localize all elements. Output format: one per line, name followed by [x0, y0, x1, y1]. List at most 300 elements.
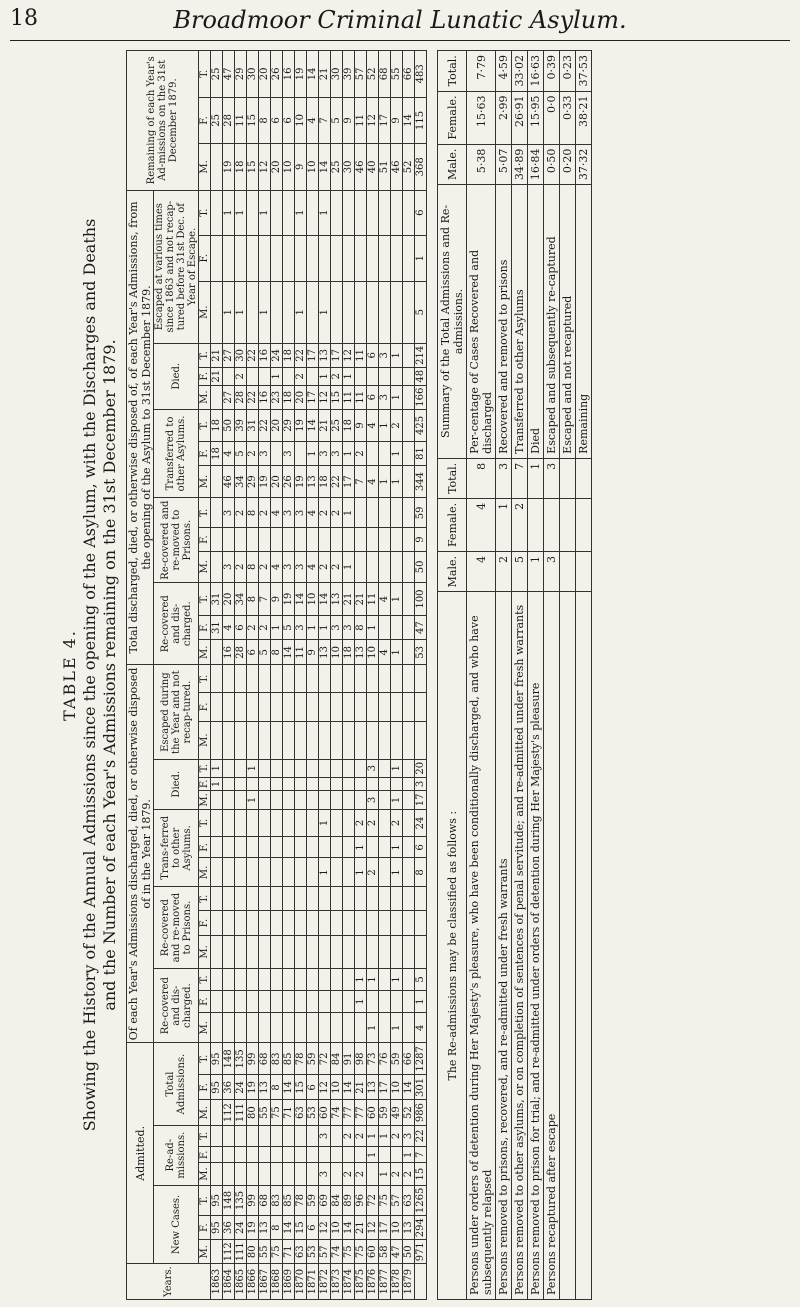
cell-y_rp-f [355, 911, 367, 935]
cell-t_es-f [247, 235, 259, 281]
cell-t_rd-f: 8 [355, 615, 367, 639]
cell-y_es-t [391, 665, 403, 693]
cell-t_di-f: 2 [295, 367, 307, 385]
cell-ta-t: 59 [391, 1043, 403, 1075]
cell-ra-t [211, 1125, 223, 1146]
cell-t_rp-m: 8 [247, 551, 259, 582]
cell-nc-m: 75 [271, 1240, 283, 1264]
cell-t_rp-m [391, 551, 403, 582]
cell-t_rp-m: 3 [283, 551, 295, 582]
cell-y_tr-f [295, 837, 307, 858]
cell-nc-t: 72 [367, 1185, 379, 1215]
cell-rem-f: 11 [355, 97, 367, 143]
cell-nc-m: 63 [295, 1240, 307, 1264]
cell-ra-m [295, 1163, 307, 1185]
cell-t_rd-t: 14 [319, 583, 331, 616]
cell-rem-f: 17 [379, 97, 391, 143]
cell-y_es-f [355, 693, 367, 721]
cell-t_rp-f [259, 528, 271, 551]
summary-cell: Escaped and not recaptured [560, 185, 576, 459]
cell-y_rd-m [271, 1013, 283, 1043]
cell-t_rd-t: 31 [211, 583, 223, 616]
cell-y_rp-f [223, 911, 235, 935]
cell-y_es-t [259, 665, 271, 693]
cell-y_rd-f [295, 990, 307, 1012]
cell-y_tr-m [235, 858, 247, 887]
cell-y_rp-f [307, 911, 319, 935]
row-year: 1875 [355, 1264, 367, 1300]
col-y_di-t: T. [199, 759, 211, 777]
cell-y_tr-t [211, 809, 223, 837]
cell-y_rd-f [343, 990, 355, 1012]
cell-y_tr-f [343, 837, 355, 858]
cell-rem-m: 10 [307, 144, 319, 190]
cell-t_rd-t: 10 [307, 583, 319, 616]
cell-t_tr-t: 31 [247, 409, 259, 441]
cell-y_rd-m [247, 1013, 259, 1043]
table-row [235, 51, 247, 1300]
cell-y_tr-m [247, 858, 259, 887]
cell-nc-t: 63 [403, 1185, 415, 1215]
mft-header-row [199, 51, 211, 1300]
cell-y_rd-f [307, 990, 319, 1012]
cell-y_rd-t: 1 [391, 968, 403, 990]
cell-t_es-f [343, 235, 355, 281]
cell-y_es-f [271, 693, 283, 721]
reclass-cell: 3 [544, 551, 560, 591]
reclass-cell: Persons removed to prisons, recovered, and re-admitted under fresh warrants [496, 592, 512, 1300]
summary-cell: 16·63 [528, 51, 544, 92]
cell-t_tr-t [403, 409, 415, 441]
cell-y_di-m [343, 791, 355, 809]
cell-y_di-f [295, 777, 307, 791]
table-row [259, 51, 271, 1300]
cell-y_di-t [259, 759, 271, 777]
reclass-cell: Persons under orders of detention during Her Majesty's pleasure, who have been conditionally discharged, and who have subsequently relapsed [467, 592, 496, 1300]
cell-t_tr-m: 18 [319, 465, 331, 497]
cell-rem-f: 115 [415, 97, 427, 143]
cell-rem-t: 483 [415, 51, 427, 98]
cell-y_es-f [247, 693, 259, 721]
cell-t_di-f [247, 367, 259, 385]
summary-cell: 15·95 [528, 91, 544, 144]
cell-t_tr-t: 21 [319, 409, 331, 441]
cell-ta-f: 14 [403, 1075, 415, 1100]
cell-t_es-f [259, 235, 271, 281]
cell-y_es-f [223, 693, 235, 721]
cell-y_es-f [403, 693, 415, 721]
table-row [367, 51, 379, 1300]
col-y_di-f: F. [199, 777, 211, 791]
cell-t_rp-t: 59 [415, 498, 427, 528]
cell-t_di-f: 2 [331, 367, 343, 385]
summary-cell: 4·59 [496, 51, 512, 92]
cell-y_di-t: 20 [415, 759, 427, 777]
cell-y_di-m: 17 [415, 791, 427, 809]
cell-y_di-m [403, 791, 415, 809]
summary-cell: Transferred to other Asylums [512, 185, 528, 459]
table-row [271, 51, 283, 1300]
cell-t_rp-f [343, 528, 355, 551]
summary-cell: 26·91 [512, 91, 528, 144]
cell-t_rp-m [367, 551, 379, 582]
cell-t_rp-m: 2 [319, 551, 331, 582]
cell-t_tr-f: 2 [247, 442, 259, 466]
cell-ta-t: 98 [355, 1043, 367, 1075]
col-t_es-t: T. [199, 190, 211, 235]
cell-rem-m: 14 [319, 144, 331, 190]
cell-rem-f: 14 [403, 97, 415, 143]
cell-t_rd-f: 4 [223, 615, 235, 639]
cell-t_tr-t: 425 [415, 409, 427, 441]
cell-ta-t: 1287 [415, 1043, 427, 1075]
cell-t_es-t [379, 190, 391, 235]
cell-ta-f: 21 [355, 1075, 367, 1100]
cell-ta-f: 15 [295, 1075, 307, 1100]
cell-t_rd-m: 13 [319, 640, 331, 665]
col-y_rp-t: T. [199, 887, 211, 911]
cell-y_tr-m [403, 858, 415, 887]
summary-cell: 0·20 [560, 144, 576, 185]
reclassification-table [437, 50, 592, 1300]
cell-ra-f [247, 1147, 259, 1163]
cell-y_rd-t [403, 968, 415, 990]
cell-t_di-t: 24 [271, 343, 283, 367]
cell-ta-f: 14 [343, 1075, 355, 1100]
cell-t_rd-m: 16 [223, 640, 235, 665]
cell-y_rd-f [259, 990, 271, 1012]
cell-y_di-t: 1 [211, 759, 223, 777]
cell-ta-f: 13 [259, 1075, 271, 1100]
col-ra-m: M. [199, 1163, 211, 1185]
cell-ta-t: 59 [307, 1043, 319, 1075]
cell-y_es-m [331, 721, 343, 759]
col-y_tr-t: T. [199, 809, 211, 837]
cell-ta-f: 13 [367, 1075, 379, 1100]
cell-y_di-t: 3 [367, 759, 379, 777]
cell-y_es-t [295, 665, 307, 693]
cell-y_rp-f [343, 911, 355, 935]
cell-t_di-t: 1 [391, 343, 403, 367]
cell-t_es-t [247, 190, 259, 235]
table-row [247, 51, 259, 1300]
cell-t_rp-m: 2 [331, 551, 343, 582]
cell-nc-f: 13 [403, 1216, 415, 1240]
cell-ta-m: 49 [391, 1100, 403, 1125]
cell-t_tr-t: 22 [259, 409, 271, 441]
col-new-cases: New Cases. [154, 1185, 199, 1264]
row-year: 1869 [283, 1264, 295, 1300]
cell-t_di-f [223, 367, 235, 385]
cell-t_tr-m: 4 [367, 465, 379, 497]
cell-ra-m [259, 1163, 271, 1185]
cell-rem-t: 30 [331, 51, 343, 98]
cell-y_rd-f: 1 [415, 990, 427, 1012]
cell-t_tr-m: 17 [343, 465, 355, 497]
cell-y_di-f: 1 [211, 777, 223, 791]
cell-rem-m [211, 144, 223, 190]
cell-y_di-f [355, 777, 367, 791]
cell-y_tr-m [211, 858, 223, 887]
cell-ra-f [283, 1147, 295, 1163]
cell-y_rp-t [247, 887, 259, 911]
cell-t_rd-t: 19 [283, 583, 295, 616]
cell-y_rp-t [259, 887, 271, 911]
cell-y_di-m [271, 791, 283, 809]
cell-t_es-m [211, 281, 223, 343]
col-ra-f: F. [199, 1147, 211, 1163]
cell-y_di-t [271, 759, 283, 777]
cell-y_tr-t [403, 809, 415, 837]
cell-t_es-m: 1 [319, 281, 331, 343]
cell-y_rp-f [415, 911, 427, 935]
cell-nc-f: 17 [379, 1216, 391, 1240]
col-t-escaped: Escaped at various times since 1863 and not recap-tured before 31st Dec. of Year of Escape. [154, 190, 199, 343]
cell-t_di-t: 13 [319, 343, 331, 367]
cell-y_tr-f: 6 [415, 837, 427, 858]
summary-cell: 33·02 [512, 51, 528, 92]
col-y-transferred: Trans-ferred to other Asylums. [154, 809, 199, 887]
cell-t_tr-t: 19 [295, 409, 307, 441]
cell-y_rd-m [307, 1013, 319, 1043]
cell-t_tr-f: 1 [343, 442, 355, 466]
cell-t_rd-m: 13 [355, 640, 367, 665]
summary-cell: 5·38 [467, 144, 496, 185]
cell-t_es-m: 1 [223, 281, 235, 343]
summary-col-male: Male. [438, 144, 467, 185]
cell-y_di-m [379, 791, 391, 809]
col-y_rp-f: F. [199, 911, 211, 935]
cell-t_tr-m: 26 [283, 465, 295, 497]
cell-y_es-t [331, 665, 343, 693]
cell-t_rp-t [379, 498, 391, 528]
reclass-cell: 4 [467, 498, 496, 551]
cell-y_rp-m [211, 935, 223, 968]
cell-y_rp-t [235, 887, 247, 911]
reclass-cell: 1 [496, 498, 512, 551]
cell-t_rd-m: 11 [295, 640, 307, 665]
cell-rem-t: 16 [283, 51, 295, 98]
cell-ra-f [295, 1147, 307, 1163]
cell-nc-m [211, 1240, 223, 1264]
cell-y_rp-t [379, 887, 391, 911]
summary-row [544, 51, 560, 1300]
cell-t_es-t [271, 190, 283, 235]
cell-nc-t: 78 [295, 1185, 307, 1215]
cell-y_di-m [283, 791, 295, 809]
summary-col-female: Female. [438, 91, 467, 144]
cell-nc-t: 75 [379, 1185, 391, 1215]
cell-t_tr-m: 20 [271, 465, 283, 497]
summary-cell: 37·53 [576, 51, 592, 92]
cell-y_tr-m: 1 [355, 858, 367, 887]
cell-rem-m: 10 [283, 144, 295, 190]
cell-t_es-f [295, 235, 307, 281]
cell-y_di-m [223, 791, 235, 809]
cell-y_es-f [283, 693, 295, 721]
row-year: 1864 [223, 1264, 235, 1300]
cell-y_es-m [343, 721, 355, 759]
reclass-cell: 8 [467, 458, 496, 498]
cell-t_rp-f [223, 528, 235, 551]
cell-ra-t [307, 1125, 319, 1146]
col-rem-t: T. [199, 51, 211, 98]
cell-y_rp-t [355, 887, 367, 911]
cell-nc-f: 14 [343, 1216, 355, 1240]
cell-y_di-m: 3 [367, 791, 379, 809]
cell-rem-t: 68 [379, 51, 391, 98]
cell-t_es-m [343, 281, 355, 343]
cell-rem-m: 52 [403, 144, 415, 190]
cell-y_di-f [319, 777, 331, 791]
col-t_tr-m: M. [199, 465, 211, 497]
cell-t_di-f [307, 367, 319, 385]
cell-nc-t: 57 [391, 1185, 403, 1215]
cell-ta-m: 112 [223, 1100, 235, 1125]
cell-y_es-m [283, 721, 295, 759]
cell-t_rd-t: 34 [235, 583, 247, 616]
cell-t_es-m: 1 [259, 281, 271, 343]
col-years: Years. [127, 1264, 211, 1300]
cell-ra-t: 1 [367, 1125, 379, 1146]
cell-t_di-f: 1 [271, 367, 283, 385]
cell-rem-f: 11 [235, 97, 247, 143]
cell-rem-m: 18 [235, 144, 247, 190]
cell-nc-m: 80 [247, 1240, 259, 1264]
col-t_di-m: M. [199, 385, 211, 409]
col-total-admissions: Total Admissions. [154, 1043, 199, 1125]
cell-y_tr-f [211, 837, 223, 858]
cell-y_rp-m [223, 935, 235, 968]
cell-t_rp-t [391, 498, 403, 528]
cell-t_rd-f: 2 [259, 615, 271, 639]
reclass-cell [544, 498, 560, 551]
cell-ra-f [391, 1147, 403, 1163]
cell-t_es-t [355, 190, 367, 235]
cell-t_es-m [367, 281, 379, 343]
reclass-cell: 2 [496, 551, 512, 591]
cell-y_rd-m: 1 [367, 1013, 379, 1043]
cell-y_tr-f [367, 837, 379, 858]
cell-ra-m [211, 1163, 223, 1185]
cell-t_rd-f: 5 [283, 615, 295, 639]
cell-y_es-t [271, 665, 283, 693]
col-y-recovered-prisons: Re-covered and re-moved to Prisons. [154, 887, 199, 969]
col-y_tr-m: M. [199, 858, 211, 887]
cell-y_di-m [235, 791, 247, 809]
summary-body [467, 51, 592, 1300]
cell-t_rp-t: 4 [271, 498, 283, 528]
cell-t_di-m: 12 [319, 385, 331, 409]
reclass-cell: 2 [512, 498, 528, 551]
cell-t_rp-f [283, 528, 295, 551]
cell-ta-f: 12 [319, 1075, 331, 1100]
cell-nc-t: 1265 [415, 1185, 427, 1215]
cell-y_tr-f: 1 [391, 837, 403, 858]
cell-ta-f: 36 [223, 1075, 235, 1100]
cell-t_es-t: 1 [223, 190, 235, 235]
cell-ra-m: 2 [343, 1163, 355, 1185]
cell-t_rd-m: 53 [415, 640, 427, 665]
cell-ra-f [379, 1147, 391, 1163]
cell-ta-m: 77 [343, 1100, 355, 1125]
cell-nc-m: 47 [391, 1240, 403, 1264]
running-head: Broadmoor Criminal Lunatic Asylum. [173, 6, 627, 34]
cell-ra-f: 1 [403, 1147, 415, 1163]
cell-y_rp-f [295, 911, 307, 935]
cell-y_es-t [415, 665, 427, 693]
cell-nc-m: 112 [223, 1240, 235, 1264]
cell-t_tr-f: 4 [223, 442, 235, 466]
cell-t_tr-f: 81 [415, 442, 427, 466]
cell-t_tr-t: 4 [367, 409, 379, 441]
cell-t_rd-f: 1 [319, 615, 331, 639]
cell-y_rd-t: 5 [415, 968, 427, 990]
cell-t_es-t [391, 190, 403, 235]
cell-y_rd-t [379, 968, 391, 990]
cell-nc-f: 13 [259, 1216, 271, 1240]
cell-y_rd-f [379, 990, 391, 1012]
row-year: 1876 [367, 1264, 379, 1300]
cell-ra-m: 2 [403, 1163, 415, 1185]
table-row [343, 51, 355, 1300]
reclass-col-total: Total. [438, 458, 467, 498]
col-nc-m: M. [199, 1240, 211, 1264]
cell-y_es-f [391, 693, 403, 721]
cell-t_tr-m: 13 [307, 465, 319, 497]
cell-t_es-f [235, 235, 247, 281]
cell-y_rd-m [211, 1013, 223, 1043]
cell-y_di-f [331, 777, 343, 791]
cell-y_rd-f [247, 990, 259, 1012]
cell-ra-f [271, 1147, 283, 1163]
cell-nc-m: 55 [259, 1240, 271, 1264]
cell-y_rd-m [403, 1013, 415, 1043]
cell-t_di-m: 27 [223, 385, 235, 409]
cell-y_rd-f [403, 990, 415, 1012]
cell-nc-t: 148 [223, 1185, 235, 1215]
col-t_di-f: F. [199, 367, 211, 385]
cell-y_rd-t [223, 968, 235, 990]
cell-ta-m: 63 [295, 1100, 307, 1125]
cell-y_es-m [295, 721, 307, 759]
summary-cell: 0·0 [544, 91, 560, 144]
cell-nc-f: 8 [271, 1216, 283, 1240]
cell-y_rd-t [211, 968, 223, 990]
cell-t_tr-f [271, 442, 283, 466]
cell-y_rp-m [271, 935, 283, 968]
cell-t_di-t: 18 [283, 343, 295, 367]
cell-y_rp-m [379, 935, 391, 968]
cell-t_tr-t: 1 [379, 409, 391, 441]
cell-t_es-t [403, 190, 415, 235]
cell-ta-t: 66 [403, 1043, 415, 1075]
col-rem-m: M. [199, 144, 211, 190]
cell-y_tr-t [331, 809, 343, 837]
cell-t_tr-t: 25 [331, 409, 343, 441]
row-year: 1877 [379, 1264, 391, 1300]
cell-t_rd-t [403, 583, 415, 616]
cell-ra-m [235, 1163, 247, 1185]
row-year: 1873 [331, 1264, 343, 1300]
cell-t_es-m: 1 [295, 281, 307, 343]
reclass-col-female: Female. [438, 498, 467, 551]
cell-y_rp-m [247, 935, 259, 968]
cell-y_es-m [211, 721, 223, 759]
cell-t_es-f [379, 235, 391, 281]
summary-cell: 15·63 [467, 91, 496, 144]
cell-y_rd-t: 1 [355, 968, 367, 990]
